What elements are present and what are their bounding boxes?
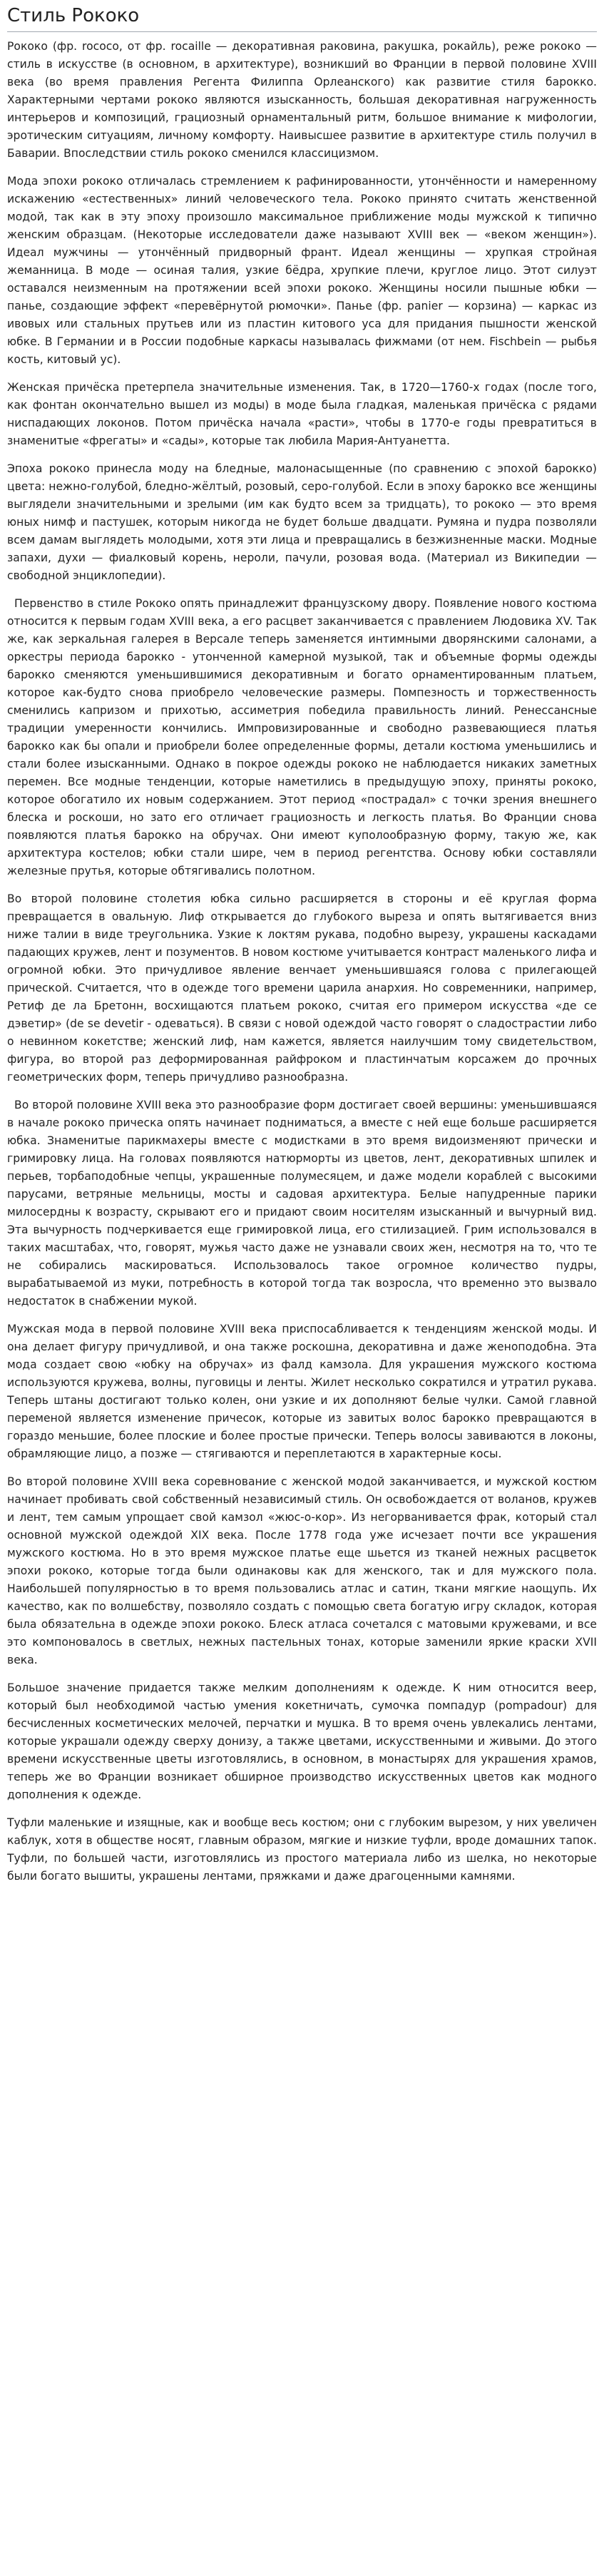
paragraph-second-half-skirt: Во второй половине столетия юбка сильно расширяется в стороны и её круглая форма превращается в овальную. Лиф открывается до глубокого выреза и опять вытягивается вниз нижe талии в виде треугольника. Узкие к локтям рукава, подобно вырезу, украшены каскадами падающих кружев, лент и позументов. В новом костюме учитывается контраст маленького лифа и огромной юбки. Это причудливое явление венчает уменьшившаяся голова с прилегающей прической. Считается, что в одежде того времени царила анархия. Но современники, например, Ретиф де ла Бретонн, восхищаются платьем рококо, считая его примером искусства «де се дэветир» (de se devetir - одеваться). В связи с новой одеждой часто говорят о сладострастии либо о невинном кокетстве; женский лиф, нам кажется, является наилучшим тому свидетельством, фигура, во второй раз деформированная райфроком и пластинчатым корсажем до прочных геометрических форм, теперь причудливо разнообразна. bbox=[7, 892, 597, 1084]
paragraph-diversity: Во второй половине XVIII века это разнообразие форм достигает своей вершины: уменьшившаяся в начале рококо прическа опять начинает подниматься, а вместе с ней еще больше расширяется юбка. Знаменитые парикмахеры вместе с модистками в это время видоизменяют прически и гримировку лица. На головах появляются натюрморты из цветов, лент, декоративных шпилек и перьев, торбаподобные чепцы, украшенные полумесяцем, и даже модели кораблей с высокими парусами, ветряные мельницы, мосты и садовая архитектура. Белые напудренные парики милосердны к возрасту, скрывают его и придают своим носителям изысканный и вычурный вид. Эта вычурность подчеркивается еще гримировкой лица, его стилизацией. Грим использовался в таких масштабах, что, говорят, мужья часто даже не узнавали своих жен, несмотря на то, что те не собирались маскироваться. Использовалось такое огромное количество пудры, вырабатываемой из муки, потребность в которой тогда так возросла, что временно это вызвало недостаток в снабжении мукой. bbox=[7, 1099, 597, 1308]
page-title: Стиль Рококо bbox=[7, 5, 140, 26]
paragraph-mens-style: Во второй половине XVIII века соревнование с женской модой заканчивается, и мужской костюм начинает пробивать свой собственный независимый стиль. Он освобождается от воланов, кружев и лент, тем самым упрощает свой камзол «жюс-о-кор». Из негорванивается фрак, который стал основной мужской одеждой XIX века. После 1778 года уже исчезает почти все украшения мужского костюма. Но в это время мужское платье еще шьется из тканей нежных расцветок эпохи рококо, которые тогда были одинаковы как для женского, так и для мужского пола. Наибольшей популярностью в то время пользовались атлас и сатин, ткани мягкие наощупь. Их качество, как по волшебству, позволяло создать с помощью света богатую игру складок, которая была обязательна в одежде эпохи рококо. Блеск атласа сочетался с матовыми кружевами, и все это компоновалось в светлых, нежных пастельных тонах, которые заменили яркие краски XVII века. bbox=[7, 1475, 597, 1666]
paragraph-fashion: Мода эпохи рококо отличалась стремлением к рафинированности, утончённости и намеренному искажению «естественных» линий человеческого тела. Рококо принято считать женственной модой, так как в эту эпоху произошло максимальное приближение моды мужской к типично женским образцам. (Некоторые исследователи даже называют XVIII век — «веком женщин»). Идеал мужчины — утончённый придворный франт. Идеал женщины — хрупкая стройная жеманница. В моде — осиная талия, узкие бёдра, хрупкие плечи, круглое лицо. Этот силуэт оставался неизменным на протяжении всей эпохи рококо. Женщины носили пышные юбки — панье, создающие эффект «перевёрнутой рюмочки». Панье (фр. panier — корзина) — каркас из ивовых или стальных прутьев или из пластин китового уса для придания пышности женской юбке. В Германии и в России подобные каркасы называлась фижмами (от нем. Fischbein — рыбья кость, китовый ус). bbox=[7, 175, 597, 366]
paragraph-accessories: Большое значение придается также мелким дополнениям к одежде. К ним относится веер, который был необходимой частью умения кокетничать, сумочка помпадур (pompadour) для бесчисленных косметических мелочей, перчатки и мушка. В то время очень увлекались лентами, которые украшали одежду сверху донизу, а также цветами, искусственными и живыми. До этого времени искусственные цветы изготовлялись, в основном, в монастырях для украшения храмов, теперь же во Франции возникает обширное производство искусственных цветов как модного дополнения к одежде. bbox=[7, 1681, 597, 1801]
paragraph-french-court: Первенство в стиле Рококо опять принадлежит французскому двору. Появление нового костюма относится к первым годам XVIII века, а его расцвет заканчивается с правлением Людовика XV. Так же, как зеркальная галерея в Версале теперь заменяется интимными дворянскими салонами, а оркестры периода барокко - утонченной камерной музыкой, так и объемные формы одежды барокко сменяются уменьшившимися декоративным и богато орнаментированным платьем, которое как-будто снова приобрело человеческие размеры. Помпезность и торжественность сменились капризом и прихотью, ассиметрия победила правильность линий. Ренессансные традиции умеренности кончились. Импровизированные и свободно развевающиеся платья барокко как бы опали и приобрели более определенные формы, детали костюма уменьшились и стали более изысканными. Однако в покрое одежды рококо не наблюдается никаких заметных перемен. Все модные тенденции, которые наметились в предыдущую эпоху, приняты рококо, которое обогатило их новым содержанием. Этот период «пострадал» с точки зрения внешнего блеска и роскоши, но зато его отличает грациозность и легкость платья. Во Франции снова появляются платья барокко на обручах. Они имеют куполообразную форму, такую же, как архитектура костелов; юбки стали шире, чем в период регентства. Основу юбки составляли железные прутья, которые обтягивались полотном. bbox=[7, 597, 597, 877]
paragraph-shoes: Туфли маленькие и изящные, как и вообще весь костюм; они с глубоким вырезом, у них увеличен каблук, хотя в обществе носят, главным образом, мягкие и низкие туфли, вроде домашних тапок. Туфли, по большей части, изготовлялись из простого материала либо из шелка, но некоторые были богато вышиты, украшены лентами, пряжками и даже драгоценными камнями. bbox=[7, 1816, 597, 1883]
paragraph-hairstyle: Женская причёска претерпела значительные изменения. Так, в 1720—1760-х годах (после того, как фонтан окончательно вышел из моды) в моде была гладкая, маленькая причёска с рядами ниспадающих локонов. Потом причёска начала «расти», чтобы в 1770-е годы превратиться в знаменитые «фрегаты» и «сады», которые так любила Мария-Антуанетта. bbox=[7, 381, 597, 447]
title-divider bbox=[7, 31, 597, 32]
paragraph-colors: Эпоха рококо принесла моду на бледные, малонасыщенные (по сравнению с эпохой барокко) цвета: нежно-голубой, бледно-жёлтый, розовый, серо-голубой. Если в эпоху барокко все женщины выглядели значительными и зрелыми (им как будто всем за тридцать), то рококо — это время юных нимф и пастушек, которым никогда не будет больше двадцати. Румяна и пудра позволяли всем дамам выглядеть молодыми, хотя эти лица и превращались в безжизненные маски. Модные запахи, духи — фиалковый корень, нероли, пачули, розовая вода. (Материал из Википедии — свободной энциклопедии). bbox=[7, 462, 597, 582]
paragraph-intro: Рококо (фр. rococo, от фр. rocaille — декоративная раковина, ракушка, рокайль), реже рококо — стиль в искусстве (в основном, в архитектуре), возникший во Франции в первой половине XVIII века (во время правления Регента Филиппа Орлеанского) как развитие стиля барокко. Характерными чертами рококо являются изысканность, большая декоративная нагруженность интерьеров и композиций, грациозный орнаментальный ритм, большое внимание к мифологии, эротическим ситуациям, личному комфорту. Наивысшее развитие в архитектуре стиль получил в Баварии. Впоследствии стиль рококо сменился классицизмом. bbox=[7, 40, 597, 160]
paragraph-mens-fashion: Мужская мода в первой половине XVIII века приспосабливается к тенденциям женской моды. И она делает фигуру причудливой, и она также роскошна, декоративна и даже женоподобна. Эта мода создает свою «юбку на обручах» из фалд камзола. Для украшения мужского костюма используются кружева, волны, пуговицы и ленты. Жилет несколько сократился и утратил рукава. Теперь штаны достигают только колен, они узкие и их дополняют белые чулки. Самой главной переменой является изменение причесок, которые из завитых волос барокко превращаются в гораздо меньшие, более плоские и более простые прически. Теперь волосы завиваются в локоны, обрамляющие лицо, а позже — стягиваются и переплетаются в характерные косы. bbox=[7, 1323, 597, 1460]
